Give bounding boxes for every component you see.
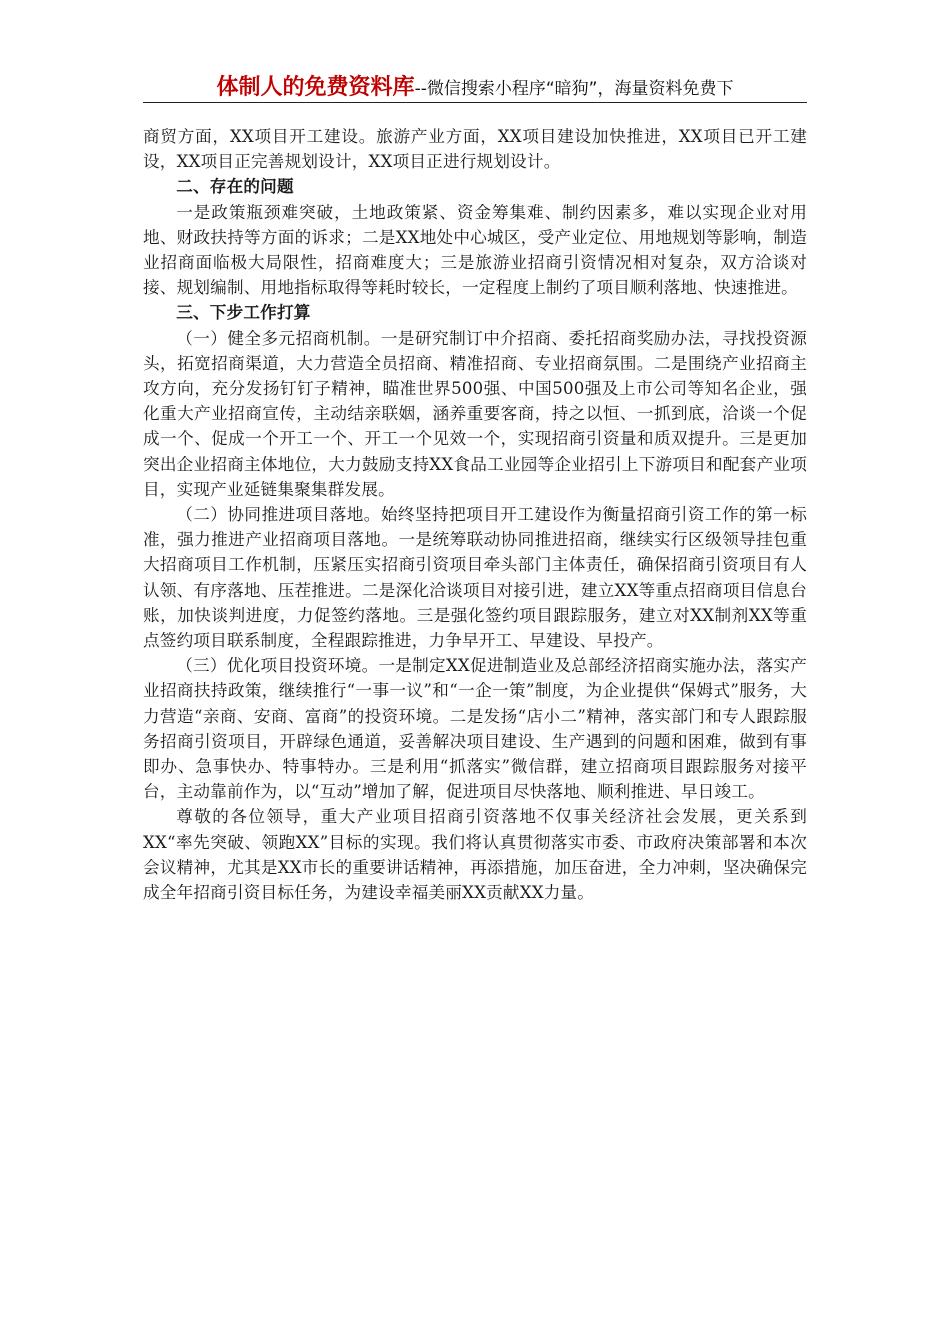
document-body: [143, 124, 807, 905]
brand-title: 体制人的免费资料库: [216, 75, 415, 100]
sub1-body: 一是研究制订中介招商、委托招商奖励办法，寻找投资源头，拓宽招商渠道，大力营造全员招商、精准招商、专业招商氛围。二是围绕产业招商主攻方向，充分发扬钉钉子精神，瞄准世界500强、中国500强及上市公司等知名企业，强化重大产业招商宣传，主动结亲联姻，涵养重要客商，持之以恒、一抓到底，洽谈一个促成一个、促成一个开工一个、开工一个见效一个，实现招商引资量和质双提升。三是更加突出企业招商主体地位，大力鼓励支持XX食品工业园等企业招引上下游项目和配套产业项目，实现产业延链集聚集群发展。: [143, 328, 807, 499]
paragraph-closing: 尊敬的各位领导，重大产业项目招商引资落地不仅事关经济社会发展，更关系到XX“率先突破、领跑XX”目标的实现。我们将认真贯彻落实市委、市政府决策部署和本次会议精神，尤其是XX市长的重要讲话精神，再添措施，加压奋进，全力冲刺，坚决确保完成全年招商引资目标任务，为建设幸福美丽XX贡献XX力量。: [143, 807, 807, 903]
sub-heading-1: （一）健全多元招商机制。: [176, 328, 381, 348]
section-heading-next-steps: 三、下步工作打算: [176, 303, 311, 323]
paragraph-problems: 一是政策瓶颈难突破，土地政策紧、资金筹集难、制约因素多，难以实现企业对用地、财政扶持等方面的诉求；二是XX地处中心城区，受产业定位、用地规划等影响，制造业招商面临极大局限性，招商难度大；三是旅游业招商引资情况相对复杂，双方洽谈对接、规划编制、用地指标取得等耗时较长，一定程度上制约了项目顺利落地、快速推进。: [143, 202, 807, 298]
sub-heading-2: （二）协同推进项目落地。: [176, 505, 381, 525]
sub3-body: 一是制定XX促进制造业及总部经济招商实施办法，落实产业招商扶持政策，继续推行“一事一议”和“一企一策”制度，为企业提供“保姆式”服务，大力营造“亲商、安商、富商”的投资环境。二是发扬“店小二”精神，落实部门和专人跟踪服务招商引资项目，开辟绿色通道，妥善解决项目建设、生产遇到的问题和困难，做到有事即办、急事快办、特事特办。三是利用“抓落实”微信群，建立招商项目跟踪服务对接平台，主动靠前作为，以“互动”增加了解，促进项目尽快落地、顺利推进、早日竣工。: [143, 656, 807, 802]
sub-heading-3: （三）优化项目投资环境。: [176, 656, 379, 676]
paragraph-sub1: [143, 326, 807, 502]
page-header: [143, 70, 807, 103]
header-slogan: --微信搜索小程序“暗狗”，海量资料免费下: [414, 79, 734, 99]
paragraph-sub3: [143, 653, 807, 804]
paragraph-sub2: [143, 502, 807, 653]
paragraph-intro-continued: 商贸方面，XX项目开工建设。旅游产业方面，XX项目建设加快推进，XX项目已开工建设，XX项目正完善规划设计，XX项目正进行规划设计。: [143, 127, 807, 172]
sub2-body: 始终坚持把项目开工建设作为衡量招商引资工作的第一标准，强力推进产业招商项目落地。一是统筹联动协同推进招商，继续实行区级领导挂包重大招商项目工作机制，压紧压实招商引资项目牵头部门主体责任，确保招商引资项目有人认领、有序落地、压茬推进。二是深化洽谈项目对接引进，建立XX等重点招商项目信息台账，加快谈判进度，力促签约落地。三是强化签约项目跟踪服务，建立对XX制剂XX等重点签约项目联系制度，全程跟踪推进，力争早开工、早建设、早投产。: [143, 505, 807, 651]
section-heading-problems: 二、存在的问题: [176, 177, 294, 197]
